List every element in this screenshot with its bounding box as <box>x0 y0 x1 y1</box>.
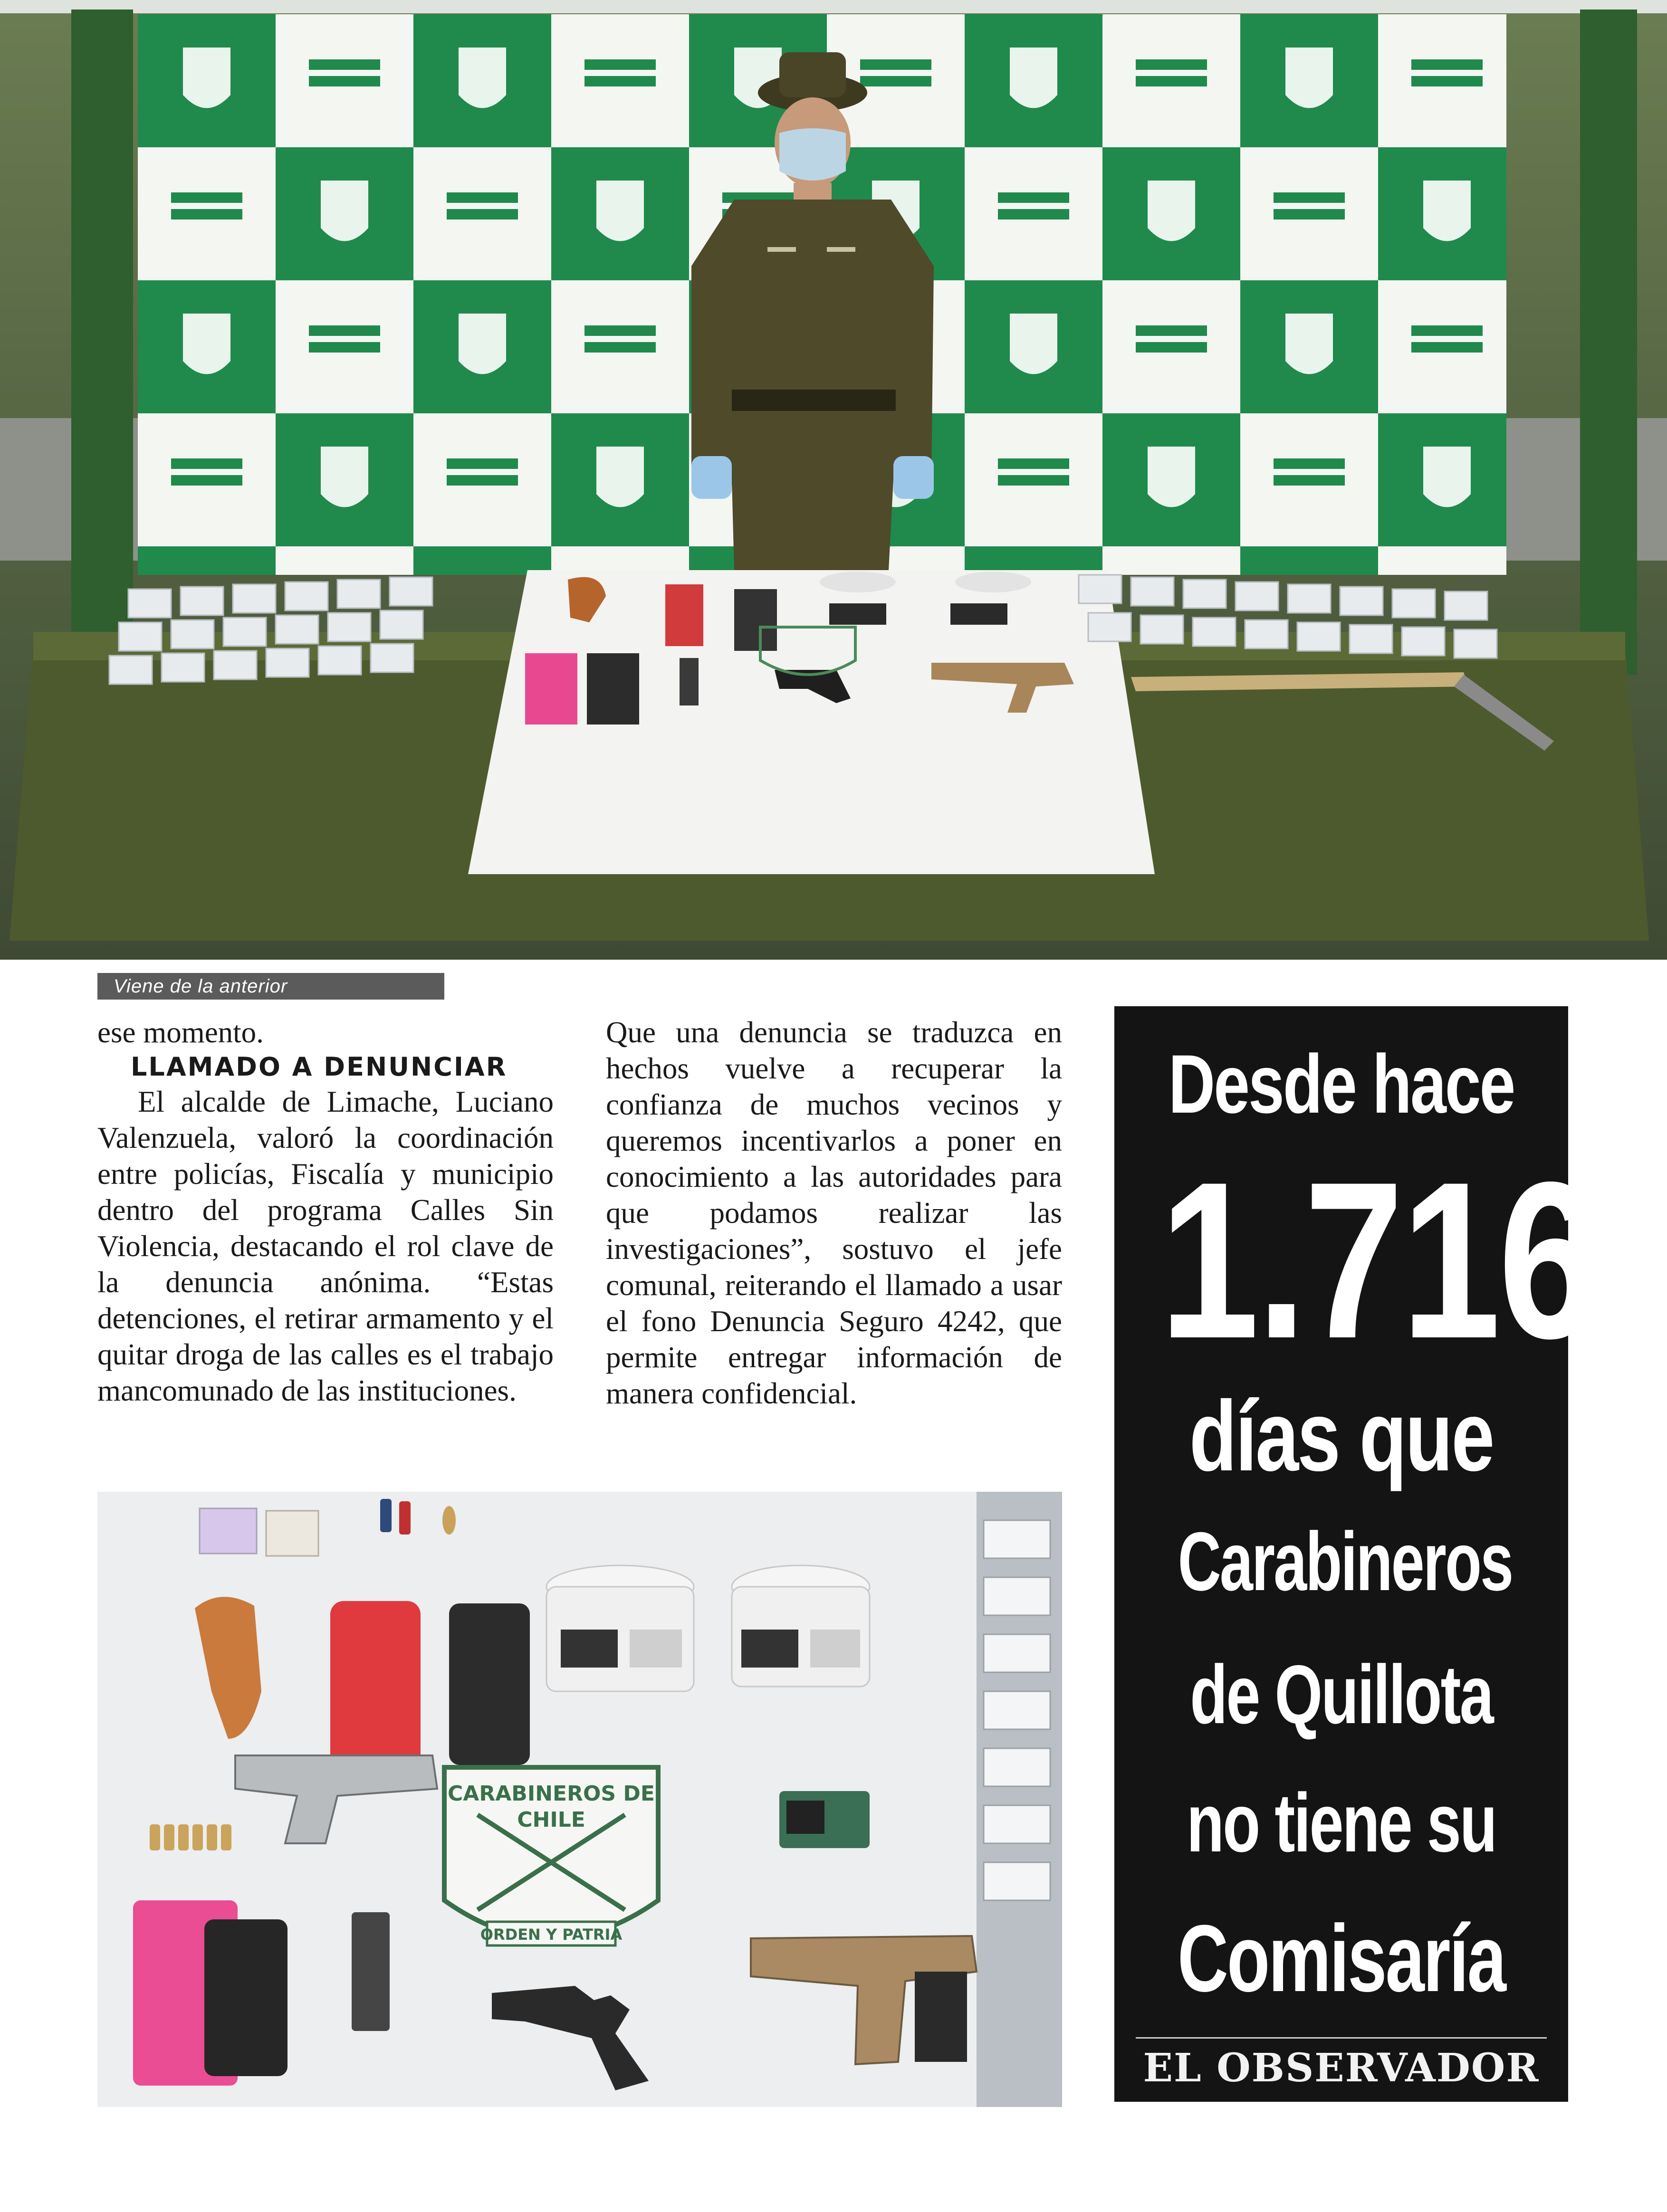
article-column-left <box>97 1014 554 1409</box>
article-lead-text: ese momento. <box>97 1016 264 1049</box>
seal-text-top: CARABINEROS DE <box>448 1782 655 1806</box>
sidebar-line-4: Carabineros <box>1178 1516 1513 1608</box>
bottom-photo-evidence-closeup <box>97 1492 1062 2107</box>
article-subhead: LLAMADO A DENUNCIAR <box>131 1052 508 1082</box>
sidebar-line-6: no tiene su <box>1187 1777 1496 1869</box>
continued-from-previous-tag: Viene de la anterior <box>97 973 444 1000</box>
days-counter-sidebar <box>1114 1006 1596 2102</box>
sidebar-line-3: días que <box>1189 1380 1494 1492</box>
sidebar-day-count: 1.716 <box>1159 1135 1596 1385</box>
sidebar-line-7: Comisaría <box>1177 1906 1505 2012</box>
newspaper-brand: EL OBSERVADOR <box>1143 2045 1540 2091</box>
top-photo-seized-items <box>0 0 1667 960</box>
sidebar-divider <box>1136 2037 1547 2039</box>
article-paragraph: Que una denuncia se traduzca en hechos vuelve a recuperar la confianza de muchos vecinos y queremos incentivarlos a poner en conocimiento a las autoridades para que podamos realizar las investigaciones”, sostuvo el jefe comunal, reiterando el llamado a usar el fono Denuncia Seguro 4242, que permite entregar información de manera confidencial. <box>606 1016 1062 1410</box>
sidebar-line-5: de Quillota <box>1190 1649 1493 1741</box>
article-column-middle <box>606 1014 1062 1411</box>
seal-text-bottom: ORDEN Y PATRIA <box>480 1926 623 1944</box>
article-paragraph: El alcalde de Limache, Luciano Valenzuela, valoró la coordinación entre policías, Fiscalía y municipio dentro del programa Calles Sin Violencia, destacando el rol clave de la denuncia anónima. “Estas detenciones, el retirar armamento y el quitar droga de las calles es el trabajo mancomunado de las instituciones. <box>97 1085 554 1407</box>
seal-text-middle: CHILE <box>517 1808 585 1832</box>
sidebar-line-1: Desde hace <box>1168 1038 1514 1131</box>
